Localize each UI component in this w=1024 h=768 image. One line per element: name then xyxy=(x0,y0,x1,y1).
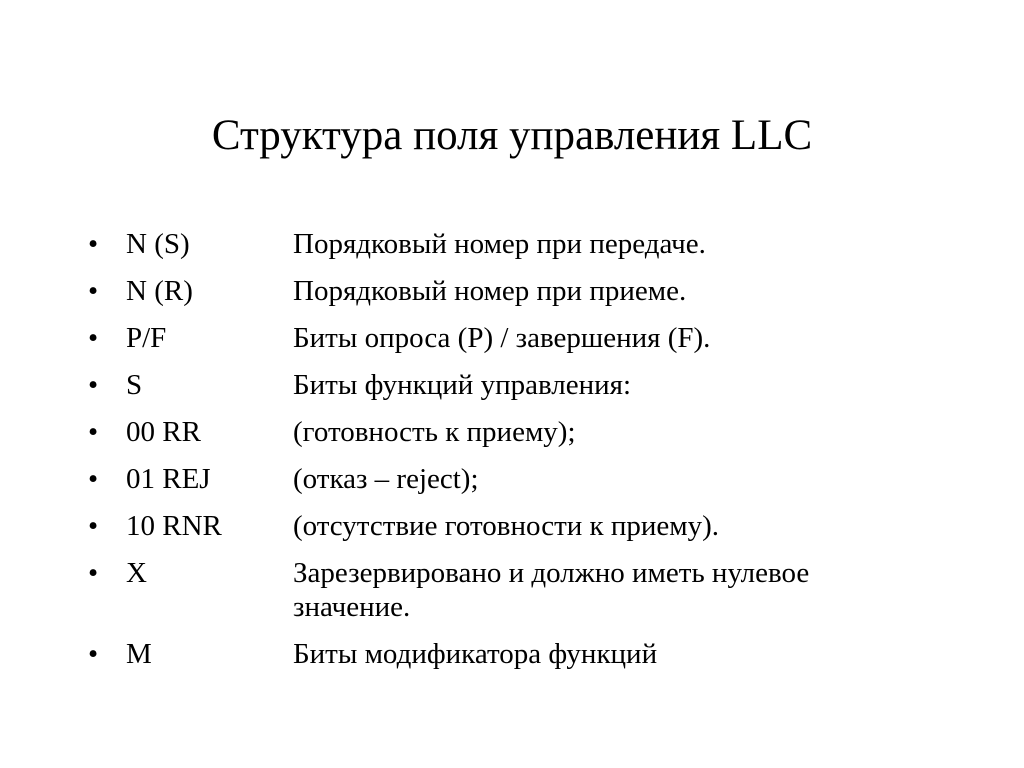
bullet-icon: • xyxy=(88,416,99,448)
bullet-icon: • xyxy=(88,228,99,260)
control-field-list xyxy=(88,227,968,671)
field-description: Зарезервировано и должно иметь нулевое значение. xyxy=(293,557,810,623)
field-key: 01 REJ xyxy=(126,463,211,495)
bullet-icon: • xyxy=(88,369,99,401)
field-key: N (S) xyxy=(126,228,190,260)
bullet-icon: • xyxy=(88,557,99,589)
field-key: N (R) xyxy=(126,275,193,307)
list-item xyxy=(88,274,968,308)
field-description: Биты модификатора функций xyxy=(293,638,658,670)
field-description: Порядковый номер при приеме. xyxy=(293,275,687,307)
field-key: S xyxy=(126,369,143,401)
list-item xyxy=(88,509,968,543)
list-item xyxy=(88,227,968,261)
list-item xyxy=(88,415,968,449)
list-item xyxy=(88,462,968,496)
list-item xyxy=(88,556,968,624)
field-key: 00 RR xyxy=(126,416,201,448)
field-key: P/F xyxy=(126,322,167,354)
list-item xyxy=(88,637,968,671)
field-description: (отсутствие готовности к приему). xyxy=(293,510,720,542)
field-description: (готовность к приему); xyxy=(293,416,576,448)
field-key: M xyxy=(126,638,152,670)
field-description: Порядковый номер при передаче. xyxy=(293,228,706,260)
field-key: 10 RNR xyxy=(126,510,222,542)
list-item xyxy=(88,368,968,402)
list-item xyxy=(88,321,968,355)
bullet-icon: • xyxy=(88,638,99,670)
bullet-icon: • xyxy=(88,510,99,542)
slide-title: Структура поля управления LLC xyxy=(211,112,813,159)
bullet-icon: • xyxy=(88,322,99,354)
bullet-icon: • xyxy=(88,463,99,495)
field-key: X xyxy=(126,557,147,589)
bullet-icon: • xyxy=(88,275,99,307)
field-description: Биты опроса (P) / завершения (F). xyxy=(293,322,711,354)
field-description: (отказ – reject); xyxy=(293,463,479,495)
field-description: Биты функций управления: xyxy=(293,369,632,401)
